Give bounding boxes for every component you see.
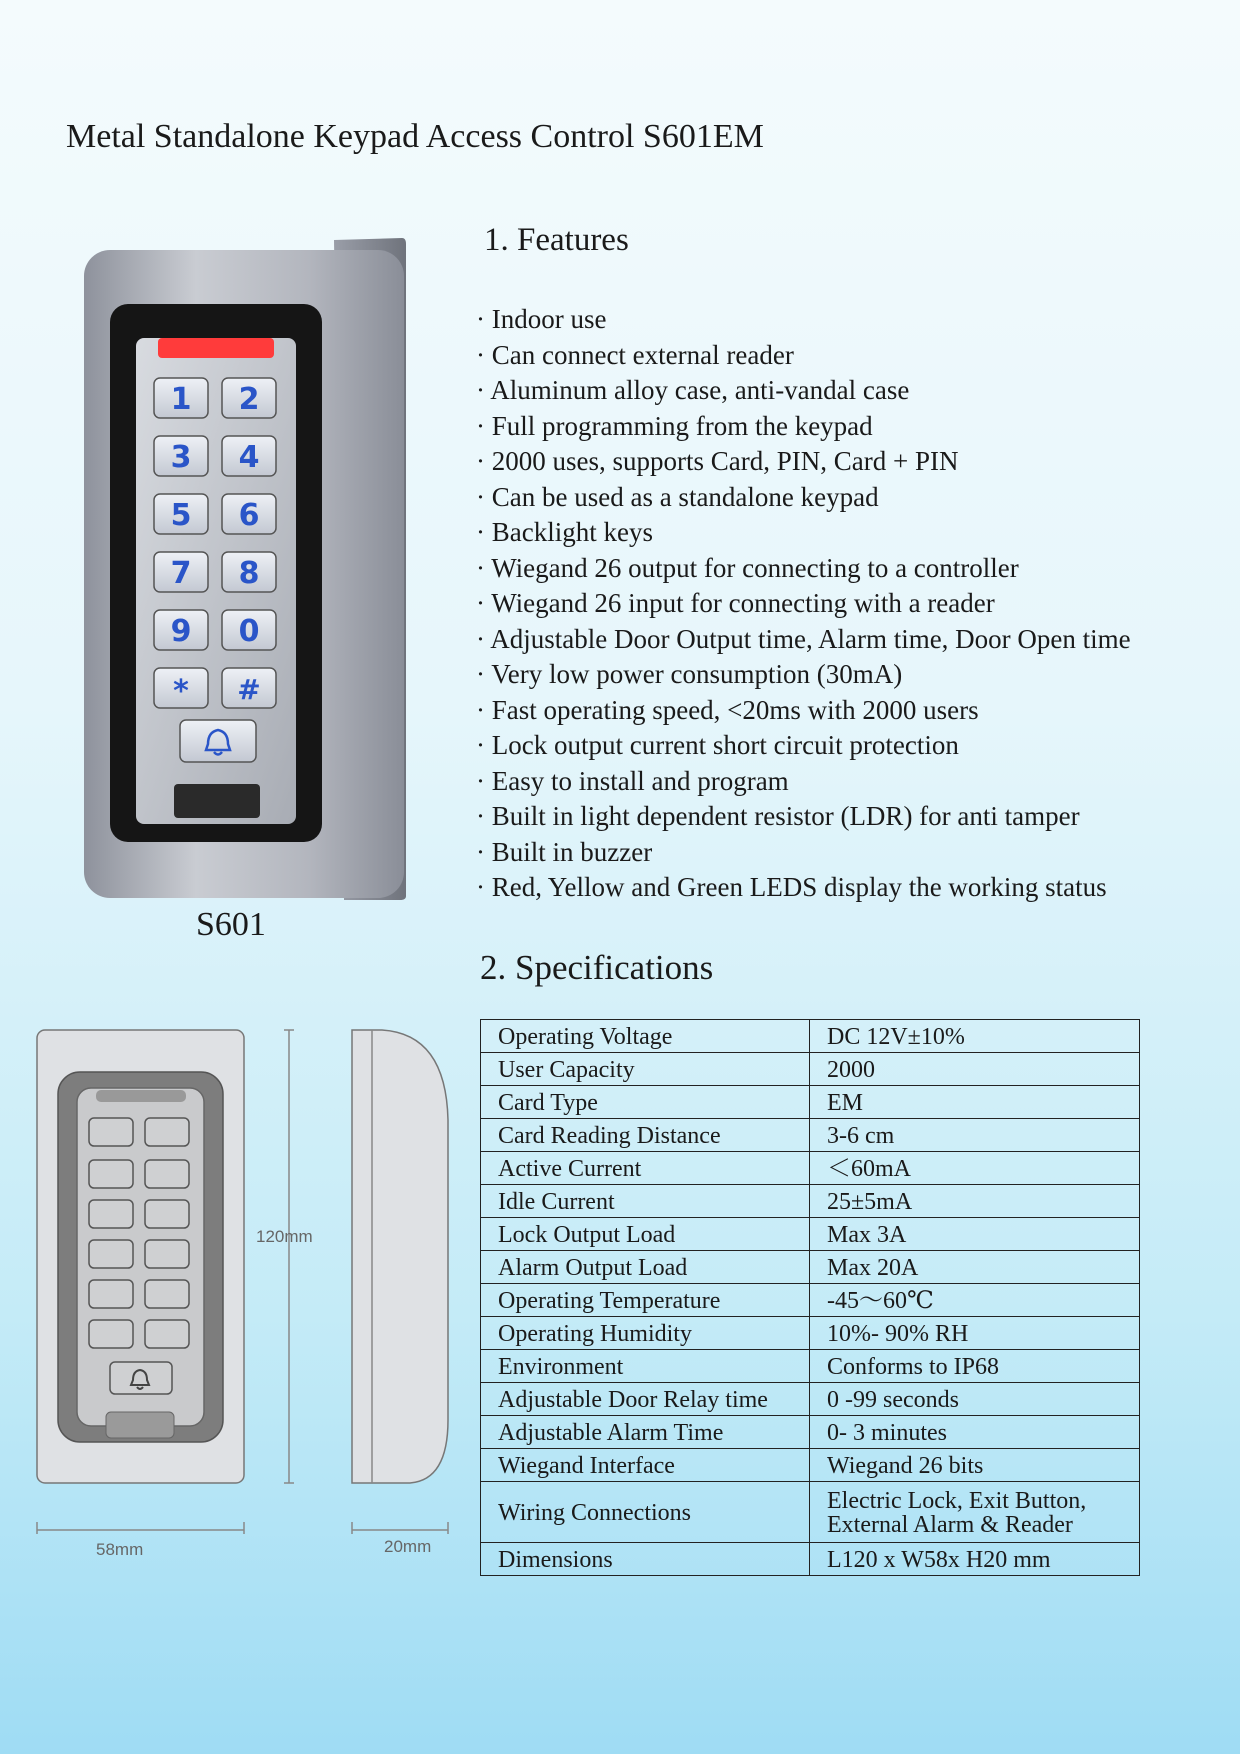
spec-key: Lock Output Load <box>481 1218 810 1251</box>
features-list <box>476 302 1131 906</box>
feature-item: · Very low power consumption (30mA) <box>476 659 903 689</box>
spec-value: 0- 3 minutes <box>810 1416 1140 1449</box>
side-view-outline <box>352 1030 448 1483</box>
spec-key: Card Type <box>481 1086 810 1119</box>
product-photo <box>84 232 414 902</box>
features-heading: 1. Features <box>484 222 629 258</box>
key-5: 5 <box>170 498 192 533</box>
table-row <box>481 1350 1140 1383</box>
key-8: 8 <box>238 556 260 591</box>
specs-heading: 2. Specifications <box>480 948 714 987</box>
feature-item: · Wiegand 26 output for connecting to a controller <box>476 552 1019 583</box>
table-row <box>481 1185 1140 1218</box>
spec-value-line: Electric Lock, Exit Button, <box>827 1487 1087 1514</box>
key-4: 4 <box>238 440 260 475</box>
key-2: 2 <box>238 382 260 417</box>
table-row <box>481 1152 1140 1185</box>
key-6: 6 <box>238 498 260 533</box>
spec-value: Wiegand 26 bits <box>810 1449 1140 1482</box>
table-row <box>481 1086 1140 1119</box>
feature-item: · Built in buzzer <box>476 836 653 867</box>
key-3: 3 <box>170 440 192 475</box>
feature-item: · Adjustable Door Output time, Alarm time, Door Open time <box>476 623 1131 654</box>
feature-item: · Full programming from the keypad <box>476 410 873 441</box>
table-row <box>481 1251 1140 1284</box>
spec-value: 2000 <box>810 1053 1140 1086</box>
dimension-drawing <box>30 1020 460 1568</box>
page-title: Metal Standalone Keypad Access Control S601EM <box>66 118 764 155</box>
feature-item: · Lock output current short circuit protection <box>476 730 959 760</box>
spec-key: User Capacity <box>481 1053 810 1086</box>
feature-item: · Fast operating speed, <20ms with 2000 users <box>476 694 979 725</box>
spec-key: Adjustable Alarm Time <box>481 1416 810 1449</box>
feature-item: · Built in light dependent resistor (LDR) for anti tamper <box>476 801 1080 831</box>
spec-key: Operating Humidity <box>481 1317 810 1350</box>
spec-key: Wiring Connections <box>481 1482 810 1543</box>
spec-value: Max 20A <box>810 1251 1140 1284</box>
spec-value: ＜60mA <box>810 1152 1140 1185</box>
feature-item: · Backlight keys <box>476 517 653 547</box>
feature-item: · Can be used as a standalone keypad <box>476 481 879 512</box>
spec-key: Idle Current <box>481 1185 810 1218</box>
feature-item: · Aluminum alloy case, anti-vandal case <box>476 375 910 405</box>
spec-key: Active Current <box>481 1152 810 1185</box>
table-row <box>481 1449 1140 1482</box>
spec-key: Wiegand Interface <box>481 1449 810 1482</box>
table-row <box>481 1020 1140 1053</box>
feature-item: · Red, Yellow and Green LEDS display the working status <box>476 872 1107 902</box>
feature-item: · Easy to install and program <box>476 765 789 796</box>
feature-item: · Indoor use <box>476 304 607 334</box>
key-0: 0 <box>238 614 260 649</box>
key-star: * <box>173 674 189 709</box>
card-reader-window <box>174 784 260 818</box>
spec-value-line: External Alarm & Reader <box>827 1511 1073 1538</box>
table-row <box>481 1218 1140 1251</box>
key-7: 7 <box>170 556 192 591</box>
status-led-bar <box>158 338 274 358</box>
front-view-outline <box>37 1030 244 1483</box>
spec-value: 0 -99 seconds <box>810 1383 1140 1416</box>
feature-item: · 2000 uses, supports Card, PIN, Card + PIN <box>476 446 959 476</box>
table-row <box>481 1543 1140 1576</box>
table-row <box>481 1482 1140 1543</box>
spec-key: Dimensions <box>481 1543 810 1576</box>
photo-caption: S601 <box>196 906 266 943</box>
table-row <box>481 1416 1140 1449</box>
key-hash: # <box>237 673 261 706</box>
spec-value: Max 3A <box>810 1218 1140 1251</box>
spec-value: Conforms to IP68 <box>810 1350 1140 1383</box>
spec-value: DC 12V±10% <box>810 1020 1140 1053</box>
depth-dimension-label: 20mm <box>384 1537 432 1556</box>
table-row <box>481 1119 1140 1152</box>
spec-key: Operating Temperature <box>481 1284 810 1317</box>
spec-key: Alarm Output Load <box>481 1251 810 1284</box>
key-9: 9 <box>170 614 192 649</box>
spec-key: Card Reading Distance <box>481 1119 810 1152</box>
table-row <box>481 1284 1140 1317</box>
key-1: 1 <box>170 382 192 417</box>
spec-value: EM <box>810 1086 1140 1119</box>
table-row <box>481 1383 1140 1416</box>
spec-value: 3-6 cm <box>810 1119 1140 1152</box>
width-dimension-label: 58mm <box>96 1540 144 1559</box>
bell-key <box>180 720 256 762</box>
spec-key: Adjustable Door Relay time <box>481 1383 810 1416</box>
spec-value: 10%- 90% RH <box>810 1317 1140 1350</box>
height-dimension-label: 120mm <box>256 1227 313 1246</box>
spec-value <box>810 1482 1140 1543</box>
spec-value: L120 x W58x H20 mm <box>810 1543 1140 1576</box>
feature-item: · Can connect external reader <box>476 339 794 370</box>
feature-item: · Wiegand 26 input for connecting with a reader <box>476 588 995 618</box>
spec-key: Operating Voltage <box>481 1020 810 1053</box>
table-row <box>481 1053 1140 1086</box>
spec-value: -45～60℃ <box>810 1284 1140 1317</box>
specs-table <box>480 1019 1140 1576</box>
table-row <box>481 1317 1140 1350</box>
spec-value: 25±5mA <box>810 1185 1140 1218</box>
spec-key: Environment <box>481 1350 810 1383</box>
